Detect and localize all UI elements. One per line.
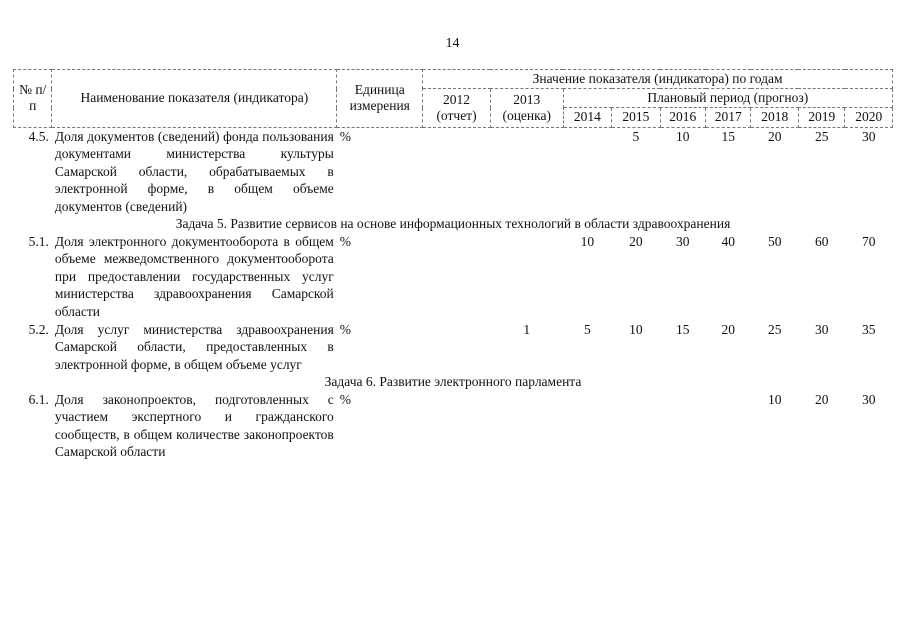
value-cell: 10 <box>629 321 643 337</box>
value-cell: 35 <box>861 321 876 337</box>
row-number: 4.5. <box>28 128 49 144</box>
indicator-name: Доля документов (сведений) фонда пользования документами министерства культуры Самарской области, обрабатываемых в электронной форме, в общем объеме документов (сведений) <box>54 128 334 214</box>
value-cell <box>490 233 563 321</box>
row-number: 5.1. <box>28 233 49 249</box>
value-cell: 25 <box>814 128 829 144</box>
row-number: 5.2. <box>28 321 49 337</box>
header-year: 2020 <box>845 108 893 127</box>
value-cell: 5 <box>632 128 640 144</box>
value-cell: 20 <box>767 128 782 144</box>
value-cell: 25 <box>767 321 782 337</box>
header-name: Наименование показателя (индикатора) <box>52 70 337 128</box>
value-cell: 30 <box>676 233 690 249</box>
header-year-2013: 2013 (оценка) <box>490 89 563 127</box>
value-cell <box>423 321 491 374</box>
value-cell: 5 <box>583 321 591 337</box>
value-cell: 20 <box>629 233 643 249</box>
value-cell: 70 <box>861 233 876 249</box>
value-cell <box>660 391 705 461</box>
header-values: Значение показателя (индикатора) по годам <box>423 70 893 89</box>
unit-cell: % <box>339 321 352 337</box>
value-cell: 10 <box>580 233 595 249</box>
indicator-name: Доля услуг министерства здравоохранения Самарской области, предоставленных в электронной форме, в общем объеме услуг <box>54 321 334 372</box>
value-cell: 20 <box>721 321 735 337</box>
header-year: 2014 <box>563 108 611 127</box>
header-num: № п/п <box>14 70 52 128</box>
section-title: Задача 6. Развитие электронного парламента <box>324 374 582 390</box>
value-cell <box>612 391 660 461</box>
header-year-2012: 2012 (отчет) <box>423 89 491 127</box>
value-cell: 30 <box>814 321 829 337</box>
value-cell: 40 <box>721 233 735 249</box>
value-cell: 20 <box>814 391 829 407</box>
unit-cell: % <box>339 391 352 407</box>
value-cell <box>490 127 563 215</box>
indicator-name: Доля электронного документооборота в общем объеме межведомственного документооборота при предоставлении государственных услуг министерства здравоохранения Самарской области <box>54 233 334 320</box>
value-cell <box>423 391 491 461</box>
header-plan-period: Плановый период (прогноз) <box>563 89 892 108</box>
value-cell <box>563 391 611 461</box>
indicator-name: Доля законопроектов, подготовленных с участием экспертного и гражданского сообществ, в общем количестве законопроектов Самарской области <box>54 391 334 460</box>
table-row <box>14 321 893 374</box>
section-row <box>14 373 893 391</box>
value-cell <box>423 127 491 215</box>
value-cell: 30 <box>861 391 876 407</box>
value-cell: 30 <box>861 128 876 144</box>
header-unit: Единица измерения <box>337 70 423 128</box>
value-cell: 1 <box>523 321 531 337</box>
section-row <box>14 215 893 233</box>
header-year: 2016 <box>660 108 705 127</box>
header-year: 2017 <box>706 108 751 127</box>
value-cell: 10 <box>676 128 690 144</box>
value-cell: 60 <box>814 233 829 249</box>
value-cell <box>423 233 491 321</box>
table-row <box>14 233 893 321</box>
value-cell: 10 <box>767 391 782 407</box>
value-cell <box>563 127 611 215</box>
header-year: 2015 <box>612 108 660 127</box>
indicator-table <box>13 69 893 461</box>
value-cell: 15 <box>676 321 690 337</box>
unit-cell: % <box>339 128 352 144</box>
table-row <box>14 127 893 215</box>
row-number: 6.1. <box>28 391 49 407</box>
table-row <box>14 391 893 461</box>
value-cell: 15 <box>721 128 735 144</box>
header-year: 2019 <box>798 108 844 127</box>
value-cell <box>490 391 563 461</box>
header-year: 2018 <box>751 108 798 127</box>
page-number: 14 <box>445 36 460 51</box>
value-cell <box>706 391 751 461</box>
value-cell: 50 <box>767 233 782 249</box>
unit-cell: % <box>339 233 352 249</box>
section-title: Задача 5. Развитие сервисов на основе информационных технологий в области здравоохранения <box>175 216 731 232</box>
